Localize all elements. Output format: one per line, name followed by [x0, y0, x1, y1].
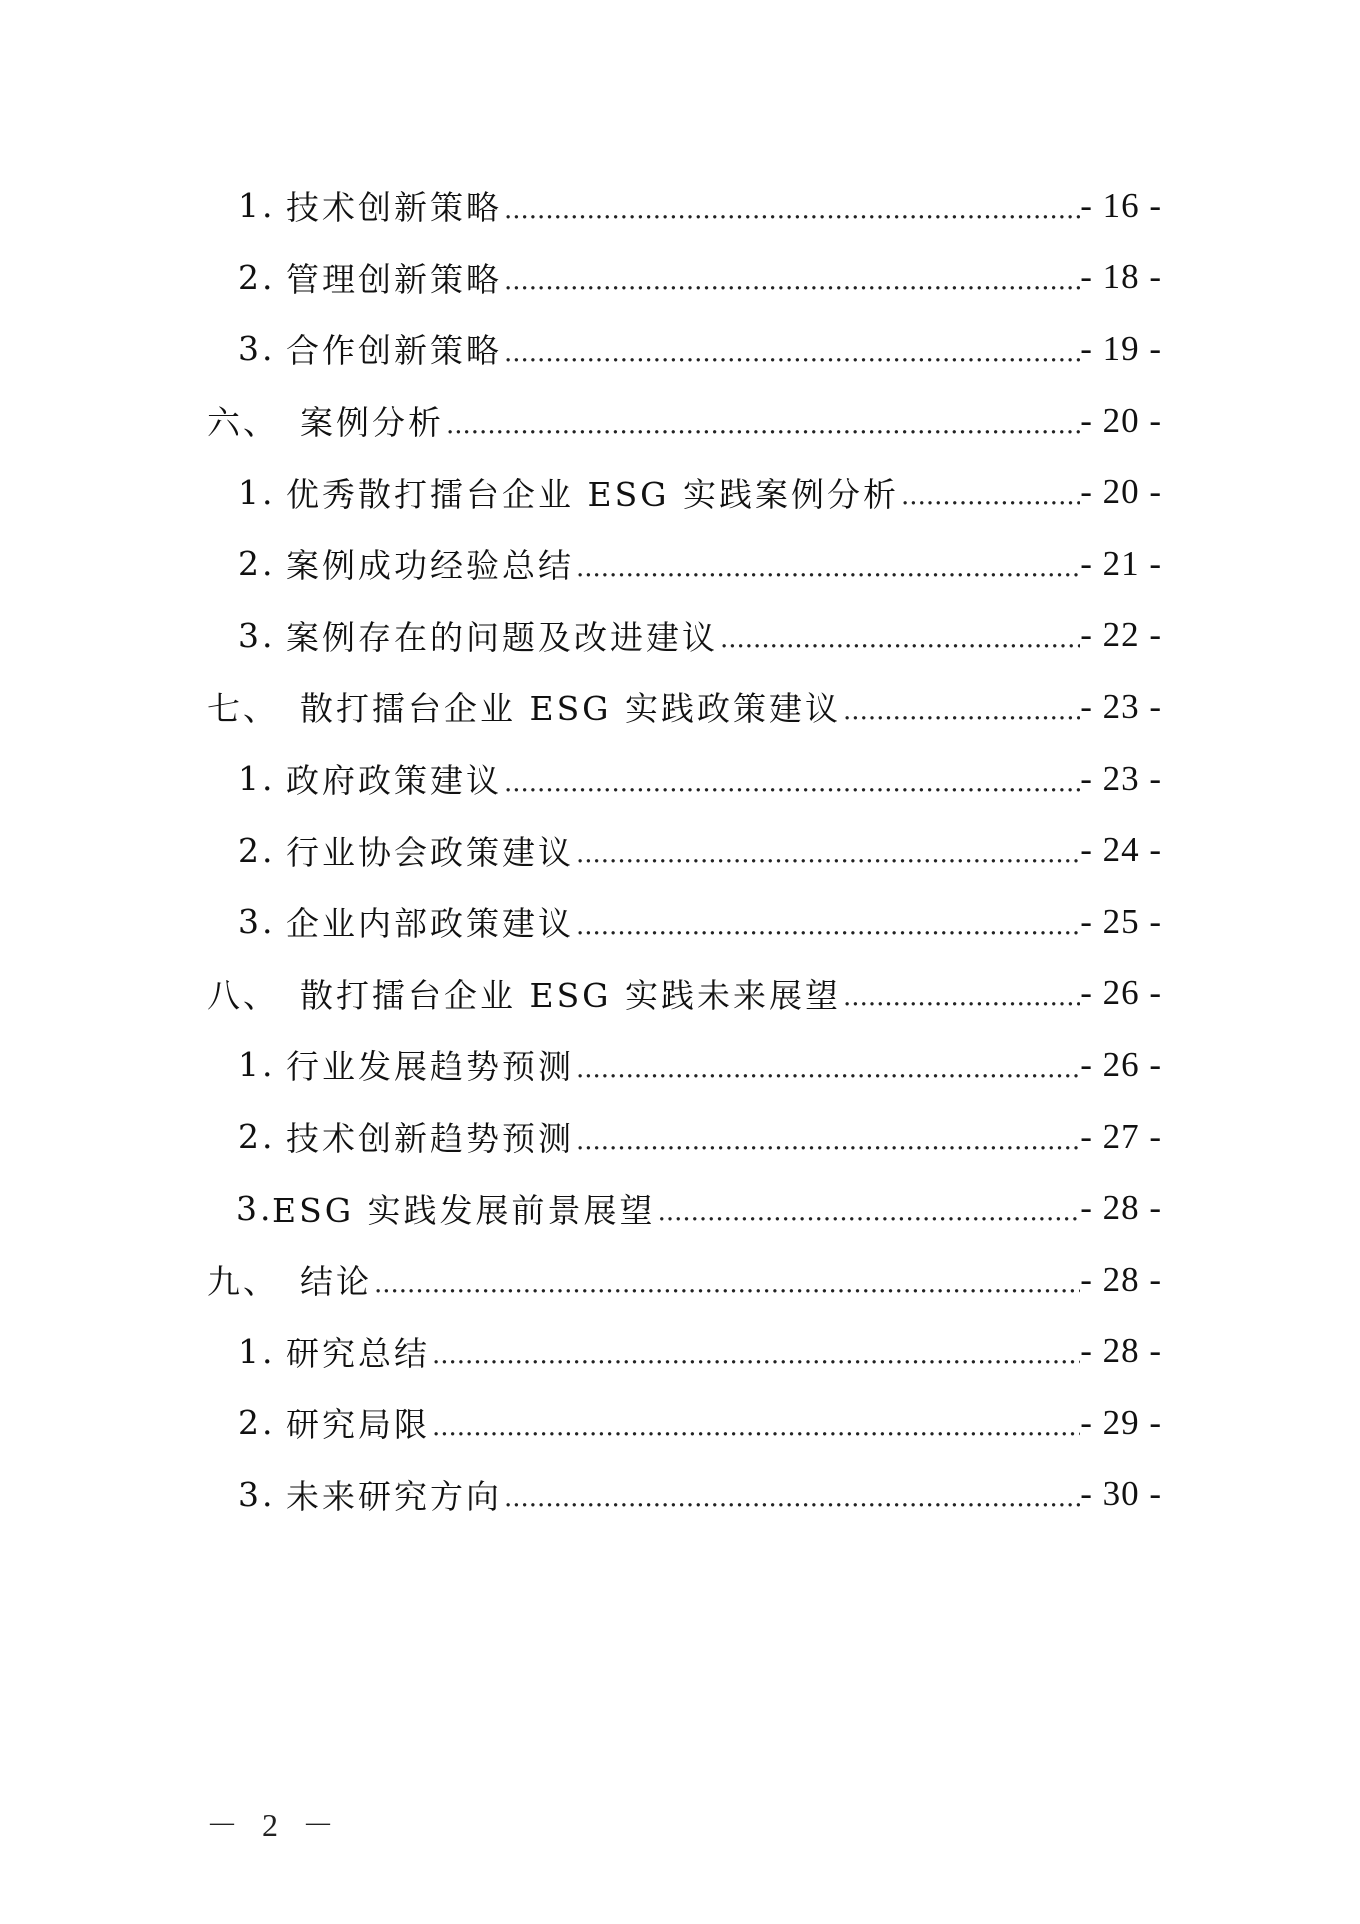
toc-entry-number: 3.	[238, 902, 276, 942]
toc-entry-page: - 27 -	[1080, 1116, 1162, 1156]
dot-leader	[574, 911, 1080, 941]
toc-entry-title[interactable]: 行业发展趋势预测	[286, 1047, 574, 1087]
toc-entry-number: 2.	[238, 1403, 276, 1443]
toc-entry[interactable]	[0, 886, 1360, 958]
toc-entry-title[interactable]: ESG 实践发展前景展望	[272, 1190, 656, 1230]
toc-section-entry[interactable]	[0, 1244, 1360, 1316]
toc-entry[interactable]	[0, 456, 1360, 528]
toc-entry-number: 1.	[238, 472, 276, 512]
toc-entry[interactable]	[0, 1316, 1360, 1388]
dot-leader	[841, 696, 1080, 726]
toc-entry-number: 1.	[238, 759, 276, 799]
dot-leader	[372, 1269, 1080, 1299]
toc-entry-title[interactable]: 技术创新趋势预测	[286, 1119, 574, 1159]
dot-leader	[502, 338, 1080, 368]
toc-entry-page: - 26 -	[1080, 1044, 1162, 1084]
dot-leader	[656, 1197, 1081, 1227]
dot-leader	[718, 624, 1080, 654]
table-of-contents	[0, 170, 1360, 1530]
toc-entry[interactable]	[0, 814, 1360, 886]
toc-entry-title[interactable]: 案例分析	[300, 403, 444, 443]
toc-entry-page: - 20 -	[1080, 400, 1162, 440]
toc-entry-number: 3.	[236, 1188, 274, 1228]
toc-entry-title[interactable]: 研究局限	[286, 1405, 430, 1445]
toc-entry-page: - 22 -	[1080, 615, 1162, 655]
toc-entry-page: - 23 -	[1080, 758, 1162, 798]
toc-entry-number: 3.	[238, 329, 276, 369]
toc-entry[interactable]	[0, 1029, 1360, 1101]
toc-entry-number: 2.	[238, 1117, 276, 1157]
toc-entry-page: - 21 -	[1080, 543, 1162, 583]
toc-entry[interactable]	[0, 600, 1360, 672]
toc-entry-number: 1.	[238, 1331, 276, 1371]
dot-leader	[502, 195, 1080, 225]
dot-leader	[574, 553, 1080, 583]
toc-section-entry[interactable]	[0, 385, 1360, 457]
toc-entry-page: - 19 -	[1080, 328, 1162, 368]
toc-entry-number: 六、	[207, 403, 279, 443]
toc-entry-title[interactable]: 研究总结	[286, 1333, 430, 1373]
toc-entry-number: 3.	[238, 615, 276, 655]
toc-entry-number: 2.	[238, 257, 276, 297]
toc-section-entry[interactable]	[0, 958, 1360, 1030]
toc-entry[interactable]	[0, 1459, 1360, 1531]
toc-entry[interactable]	[0, 1387, 1360, 1459]
toc-entry-number: 3.	[238, 1474, 276, 1514]
toc-entry[interactable]	[0, 313, 1360, 385]
toc-entry-page: - 30 -	[1080, 1474, 1162, 1514]
dot-leader	[502, 768, 1080, 798]
dot-leader	[574, 1054, 1080, 1084]
toc-section-entry[interactable]	[0, 671, 1360, 743]
toc-entry-number: 七、	[207, 689, 279, 729]
toc-entry-title[interactable]: 行业协会政策建议	[286, 832, 574, 872]
toc-entry-title[interactable]: 案例成功经验总结	[286, 546, 574, 586]
toc-entry-page: - 26 -	[1080, 973, 1162, 1013]
toc-entry-title[interactable]: 政府政策建议	[286, 761, 502, 801]
dot-leader	[841, 982, 1080, 1012]
dot-leader	[444, 410, 1080, 440]
dot-leader	[899, 481, 1080, 511]
toc-entry-page: - 29 -	[1080, 1402, 1162, 1442]
toc-entry-title[interactable]: 未来研究方向	[286, 1476, 502, 1516]
toc-entry[interactable]	[0, 1172, 1360, 1244]
toc-entry-title[interactable]: 案例存在的问题及改进建议	[286, 617, 718, 657]
toc-entry-number: 九、	[207, 1262, 279, 1302]
toc-entry-page: - 25 -	[1080, 901, 1162, 941]
toc-entry[interactable]	[0, 242, 1360, 314]
toc-entry-page: - 23 -	[1080, 686, 1162, 726]
toc-entry-number: 八、	[207, 975, 279, 1015]
toc-entry-title[interactable]: 合作创新策略	[286, 331, 502, 371]
toc-entry-page: - 28 -	[1080, 1331, 1162, 1371]
dot-leader	[502, 1483, 1080, 1513]
toc-entry-number: 1.	[238, 1045, 276, 1085]
toc-entry-page: - 24 -	[1080, 830, 1162, 870]
toc-entry-page: - 20 -	[1080, 472, 1162, 512]
toc-entry-title[interactable]: 管理创新策略	[286, 259, 502, 299]
toc-entry-page: - 16 -	[1080, 185, 1162, 225]
toc-entry-page: - 28 -	[1080, 1188, 1162, 1228]
toc-entry-page: - 18 -	[1080, 257, 1162, 297]
toc-entry-title[interactable]: 散打擂台企业 ESG 实践未来展望	[300, 975, 842, 1015]
dot-leader	[574, 1126, 1080, 1156]
toc-entry[interactable]	[0, 743, 1360, 815]
toc-entry-title[interactable]: 散打擂台企业 ESG 实践政策建议	[300, 689, 842, 729]
toc-entry-title[interactable]: 技术创新策略	[286, 188, 502, 228]
dot-leader	[502, 266, 1080, 296]
page-number: － 2 －	[206, 1807, 343, 1843]
toc-entry-title[interactable]: 优秀散打擂台企业 ESG 实践案例分析	[286, 474, 900, 514]
dot-leader	[574, 839, 1080, 869]
toc-entry[interactable]	[0, 170, 1360, 242]
dot-leader	[430, 1340, 1080, 1370]
toc-entry-number: 2.	[238, 544, 276, 584]
toc-entry-page: - 28 -	[1080, 1259, 1162, 1299]
toc-entry-number: 2.	[238, 830, 276, 870]
dot-leader	[430, 1412, 1080, 1442]
toc-entry-number: 1.	[238, 186, 276, 226]
toc-entry-title[interactable]: 结论	[300, 1262, 372, 1302]
toc-entry[interactable]	[0, 528, 1360, 600]
toc-entry-title[interactable]: 企业内部政策建议	[286, 904, 574, 944]
toc-entry[interactable]	[0, 1101, 1360, 1173]
